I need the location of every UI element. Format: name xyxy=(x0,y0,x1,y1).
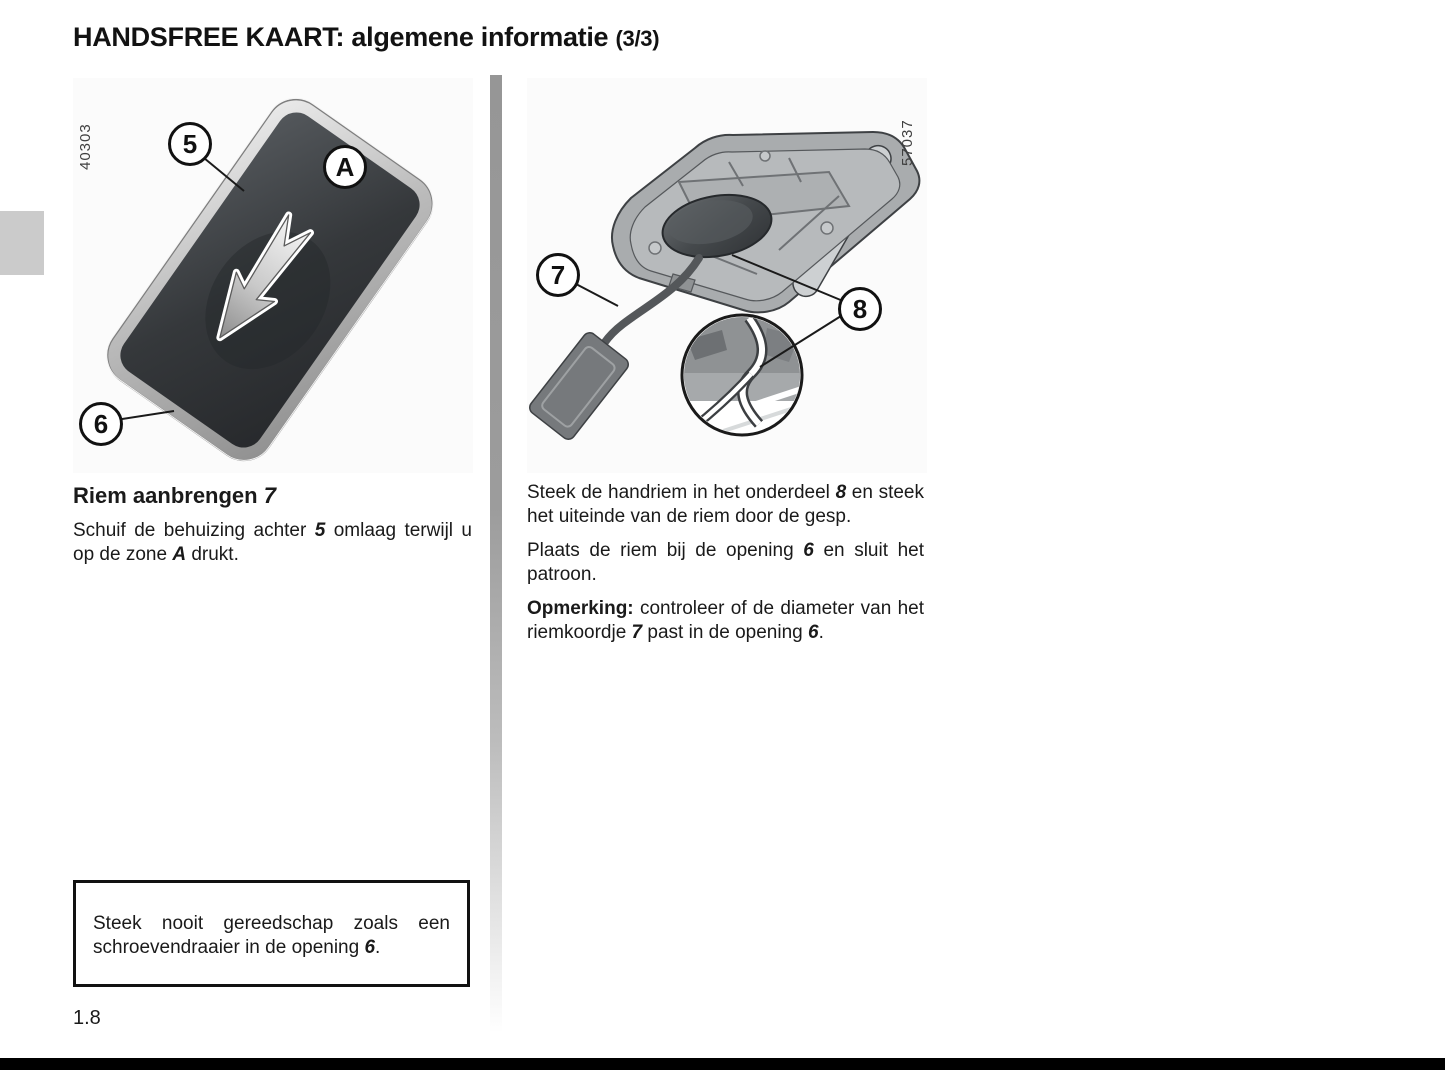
right-text-column xyxy=(527,481,924,655)
text-run: Schuif de behuizing achter xyxy=(73,520,315,541)
callout-6: 6 xyxy=(79,402,123,446)
card-strap-illustration xyxy=(527,78,927,473)
ref-8: 8 xyxy=(835,482,847,503)
key-card-illustration xyxy=(73,78,473,473)
figure-card-strap xyxy=(527,78,927,473)
page-title xyxy=(73,22,659,53)
warning-text xyxy=(93,912,450,960)
paragraph-note xyxy=(527,597,924,644)
page-number: 1.8 xyxy=(73,1007,101,1029)
figure-card-front xyxy=(73,78,473,473)
text-run: Plaats de riem bij de opening xyxy=(527,540,804,561)
callout-5: 5 xyxy=(168,122,212,166)
text-run: controleer of de diameter van het riemkoordje xyxy=(527,598,924,643)
ref-7: 7 xyxy=(631,621,643,643)
section-heading xyxy=(73,483,472,509)
page-title-suffix: (3/3) xyxy=(615,26,660,51)
text-run: . xyxy=(375,937,381,958)
paragraph xyxy=(73,519,472,566)
card-back-shell xyxy=(612,132,919,312)
figure-ref-number: 57037 xyxy=(899,119,916,166)
page-title-main: HANDSFREE KAART: algemene informatie xyxy=(73,22,616,52)
paragraph xyxy=(527,539,924,586)
text-run: omlaag terwijl u op de zone xyxy=(73,520,472,565)
column-divider xyxy=(490,75,502,1033)
note-label: Opmerking: xyxy=(527,598,634,619)
ref-5: 5 xyxy=(314,520,326,541)
text-run: past in de opening xyxy=(642,621,808,643)
callout-7: 7 xyxy=(536,253,580,297)
text-run: en sluit het patroon. xyxy=(527,540,925,585)
section-tab-marker xyxy=(0,211,44,275)
warning-box xyxy=(73,880,470,987)
callout-a: A xyxy=(323,145,367,189)
text-run: Steek de handriem in het onderdeel xyxy=(527,482,836,503)
text-run: drukt. xyxy=(186,543,239,565)
figure-ref-number: 40303 xyxy=(77,123,94,170)
section-heading-ref: 7 xyxy=(263,483,276,508)
footer-bar xyxy=(0,1058,1445,1070)
text-run: en steek het uiteinde van de riem door de gesp. xyxy=(527,482,924,527)
text-run: . xyxy=(818,621,824,643)
callout-8: 8 xyxy=(838,287,882,331)
ref-a: A xyxy=(172,543,187,565)
section-heading-text: Riem aanbrengen xyxy=(73,483,264,508)
strap-end xyxy=(527,330,631,442)
ref-6: 6 xyxy=(803,540,814,561)
text-run: Steek nooit gereedschap zoals een schroevendraaier in de opening xyxy=(93,913,450,958)
paragraph xyxy=(527,481,924,528)
left-text-column xyxy=(73,483,472,577)
ref-6: 6 xyxy=(807,621,819,643)
magnifier-detail xyxy=(677,313,819,446)
ref-6: 6 xyxy=(364,937,376,958)
